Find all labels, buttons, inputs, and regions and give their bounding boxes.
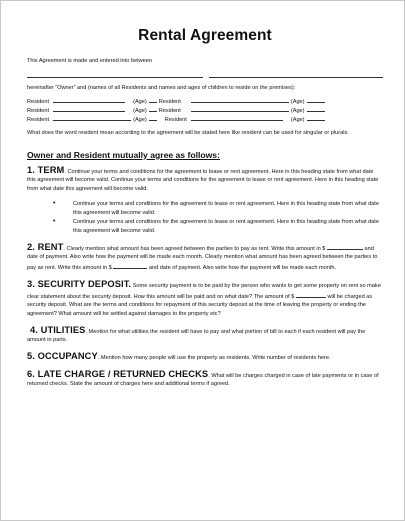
clause-term-heading: 1. TERM xyxy=(27,164,65,175)
resident-name-field[interactable] xyxy=(191,105,289,112)
resident-label: Resident xyxy=(164,117,187,124)
resident-label: Resident xyxy=(27,99,50,106)
bullet-text: Continue your terms and conditions for the agreement to lease or rent agreement. Here in this heading state from what date this agreement will become valid. xyxy=(73,200,379,216)
clause-late xyxy=(27,370,383,389)
clause-deposit-heading: 3. SECURITY DEPOSIT. xyxy=(27,278,132,289)
age-label: (Age) xyxy=(133,117,147,124)
clause-deposit-text-b: will be charged as security deposit. What are the terms and conditions for repayment of this security deposit at the time of leaving the property or ending the agreement? What amount will be settled against damages to the property etc? xyxy=(27,293,373,317)
rent-amount-blank[interactable] xyxy=(327,243,363,250)
clause-utilities-text: . Mention for what utilities the resident will have to pay and what portion of bill to each if each resident will pay the amount in parts. xyxy=(27,328,366,344)
party-lines xyxy=(27,71,383,81)
age-label: (Age) xyxy=(290,117,305,124)
clause-deposit xyxy=(27,280,383,319)
clause-rent-text-a: . Clearly mention what amount has been agreed between the parties to pay as rent. Write this amount in $ xyxy=(63,245,326,252)
clause-late-heading: 6. LATE CHARGE / RETURNED CHECKS xyxy=(27,368,209,379)
resident-name-field[interactable] xyxy=(53,114,131,121)
age-field[interactable] xyxy=(149,105,157,112)
hereinafter-text: hereinafter “Owner” and (names of all Residents and names and ages of children to reside on the premises): xyxy=(27,84,296,91)
list-item xyxy=(53,218,383,235)
resident-name-field[interactable] xyxy=(191,96,289,103)
clause-occupancy-text: . Mention how many people will use the property as residents. Write number of residents here. xyxy=(97,355,331,362)
clause-term xyxy=(27,166,383,194)
document-page xyxy=(27,25,383,389)
resident-label: Resident xyxy=(27,117,50,124)
resident-row xyxy=(27,114,325,123)
clause-late-text: . What will be charges charged in case of late payments or in case of returned checks. State the amount of charges here and additional terms if agreed. xyxy=(27,372,379,388)
list-item xyxy=(53,200,383,217)
bullet-icon: • xyxy=(53,199,56,207)
age-field[interactable] xyxy=(149,96,157,103)
resident-name-field[interactable] xyxy=(191,114,283,121)
resident-table xyxy=(27,96,325,123)
intro-text: This Agreement is made and entered into between xyxy=(27,58,153,64)
resident-label: Resident xyxy=(27,108,50,115)
clause-utilities-heading: 4. UTILITIES xyxy=(30,324,86,335)
owner-name-line-2[interactable] xyxy=(209,77,383,78)
owner-name-line[interactable] xyxy=(27,77,203,78)
age-field[interactable] xyxy=(307,114,325,121)
rent-amount-blank-2[interactable] xyxy=(113,262,147,269)
term-bullets xyxy=(53,200,383,236)
resident-name-field[interactable] xyxy=(53,105,125,112)
age-field[interactable] xyxy=(307,105,325,112)
clause-rent-text-b: and date of payment. Also write how the payment will be made each month. Clearly mention what amount has been agreed between the parties to pay as rent. Write this amount in $ xyxy=(27,245,378,272)
clause-deposit-text-a: Some security payment is to be paid by the person who wants to get some property on rent so make clear statement about the security deposit. How this amount will be paid and on what date? The amount of $ xyxy=(27,282,381,300)
age-label: (Age) xyxy=(133,99,147,106)
age-field[interactable] xyxy=(149,114,157,121)
age-label: (Age) xyxy=(290,99,305,106)
clause-utilities xyxy=(27,326,383,345)
resident-row xyxy=(27,105,325,114)
resident-name-field[interactable] xyxy=(53,96,125,103)
clause-occupancy xyxy=(27,352,383,363)
bullet-text: Continue your terms and conditions for the agreement to lease or rent agreement. Here in this heading state from what date this agreement will become valid. xyxy=(73,219,379,234)
age-label: (Age) xyxy=(133,108,147,115)
resident-row xyxy=(27,96,325,105)
resident-label: Resident xyxy=(158,99,181,106)
section-heading: Owner and Resident mutually agree as follows: xyxy=(27,149,220,160)
clause-rent xyxy=(27,243,383,273)
clause-occupancy-heading: 5. OCCUPANCY xyxy=(27,351,98,362)
resident-label: Resident xyxy=(158,108,181,115)
bullet-icon: • xyxy=(53,218,56,226)
clause-rent-heading: 2. RENT xyxy=(27,241,64,252)
clause-rent-text-c: and date of payment. Also write how the payment will be made each month. xyxy=(148,265,337,272)
age-field[interactable] xyxy=(307,96,325,103)
document-title: Rental Agreement xyxy=(138,27,272,44)
deposit-amount-blank[interactable] xyxy=(296,291,326,298)
resident-note: What does the word resident mean according to the agreement will be stated here like resident can be used for singular or plurals. xyxy=(27,130,349,137)
age-label: (Age) xyxy=(290,108,305,115)
clause-term-text: . Continue your terms and conditions for the agreement to lease or rent agreement. Here in this heading state from what date this agreement will become valid. Continue your terms and conditions for the agreement to lease or rent agreement. Here in this heading state from what date this agreement will become valid. xyxy=(27,168,379,193)
